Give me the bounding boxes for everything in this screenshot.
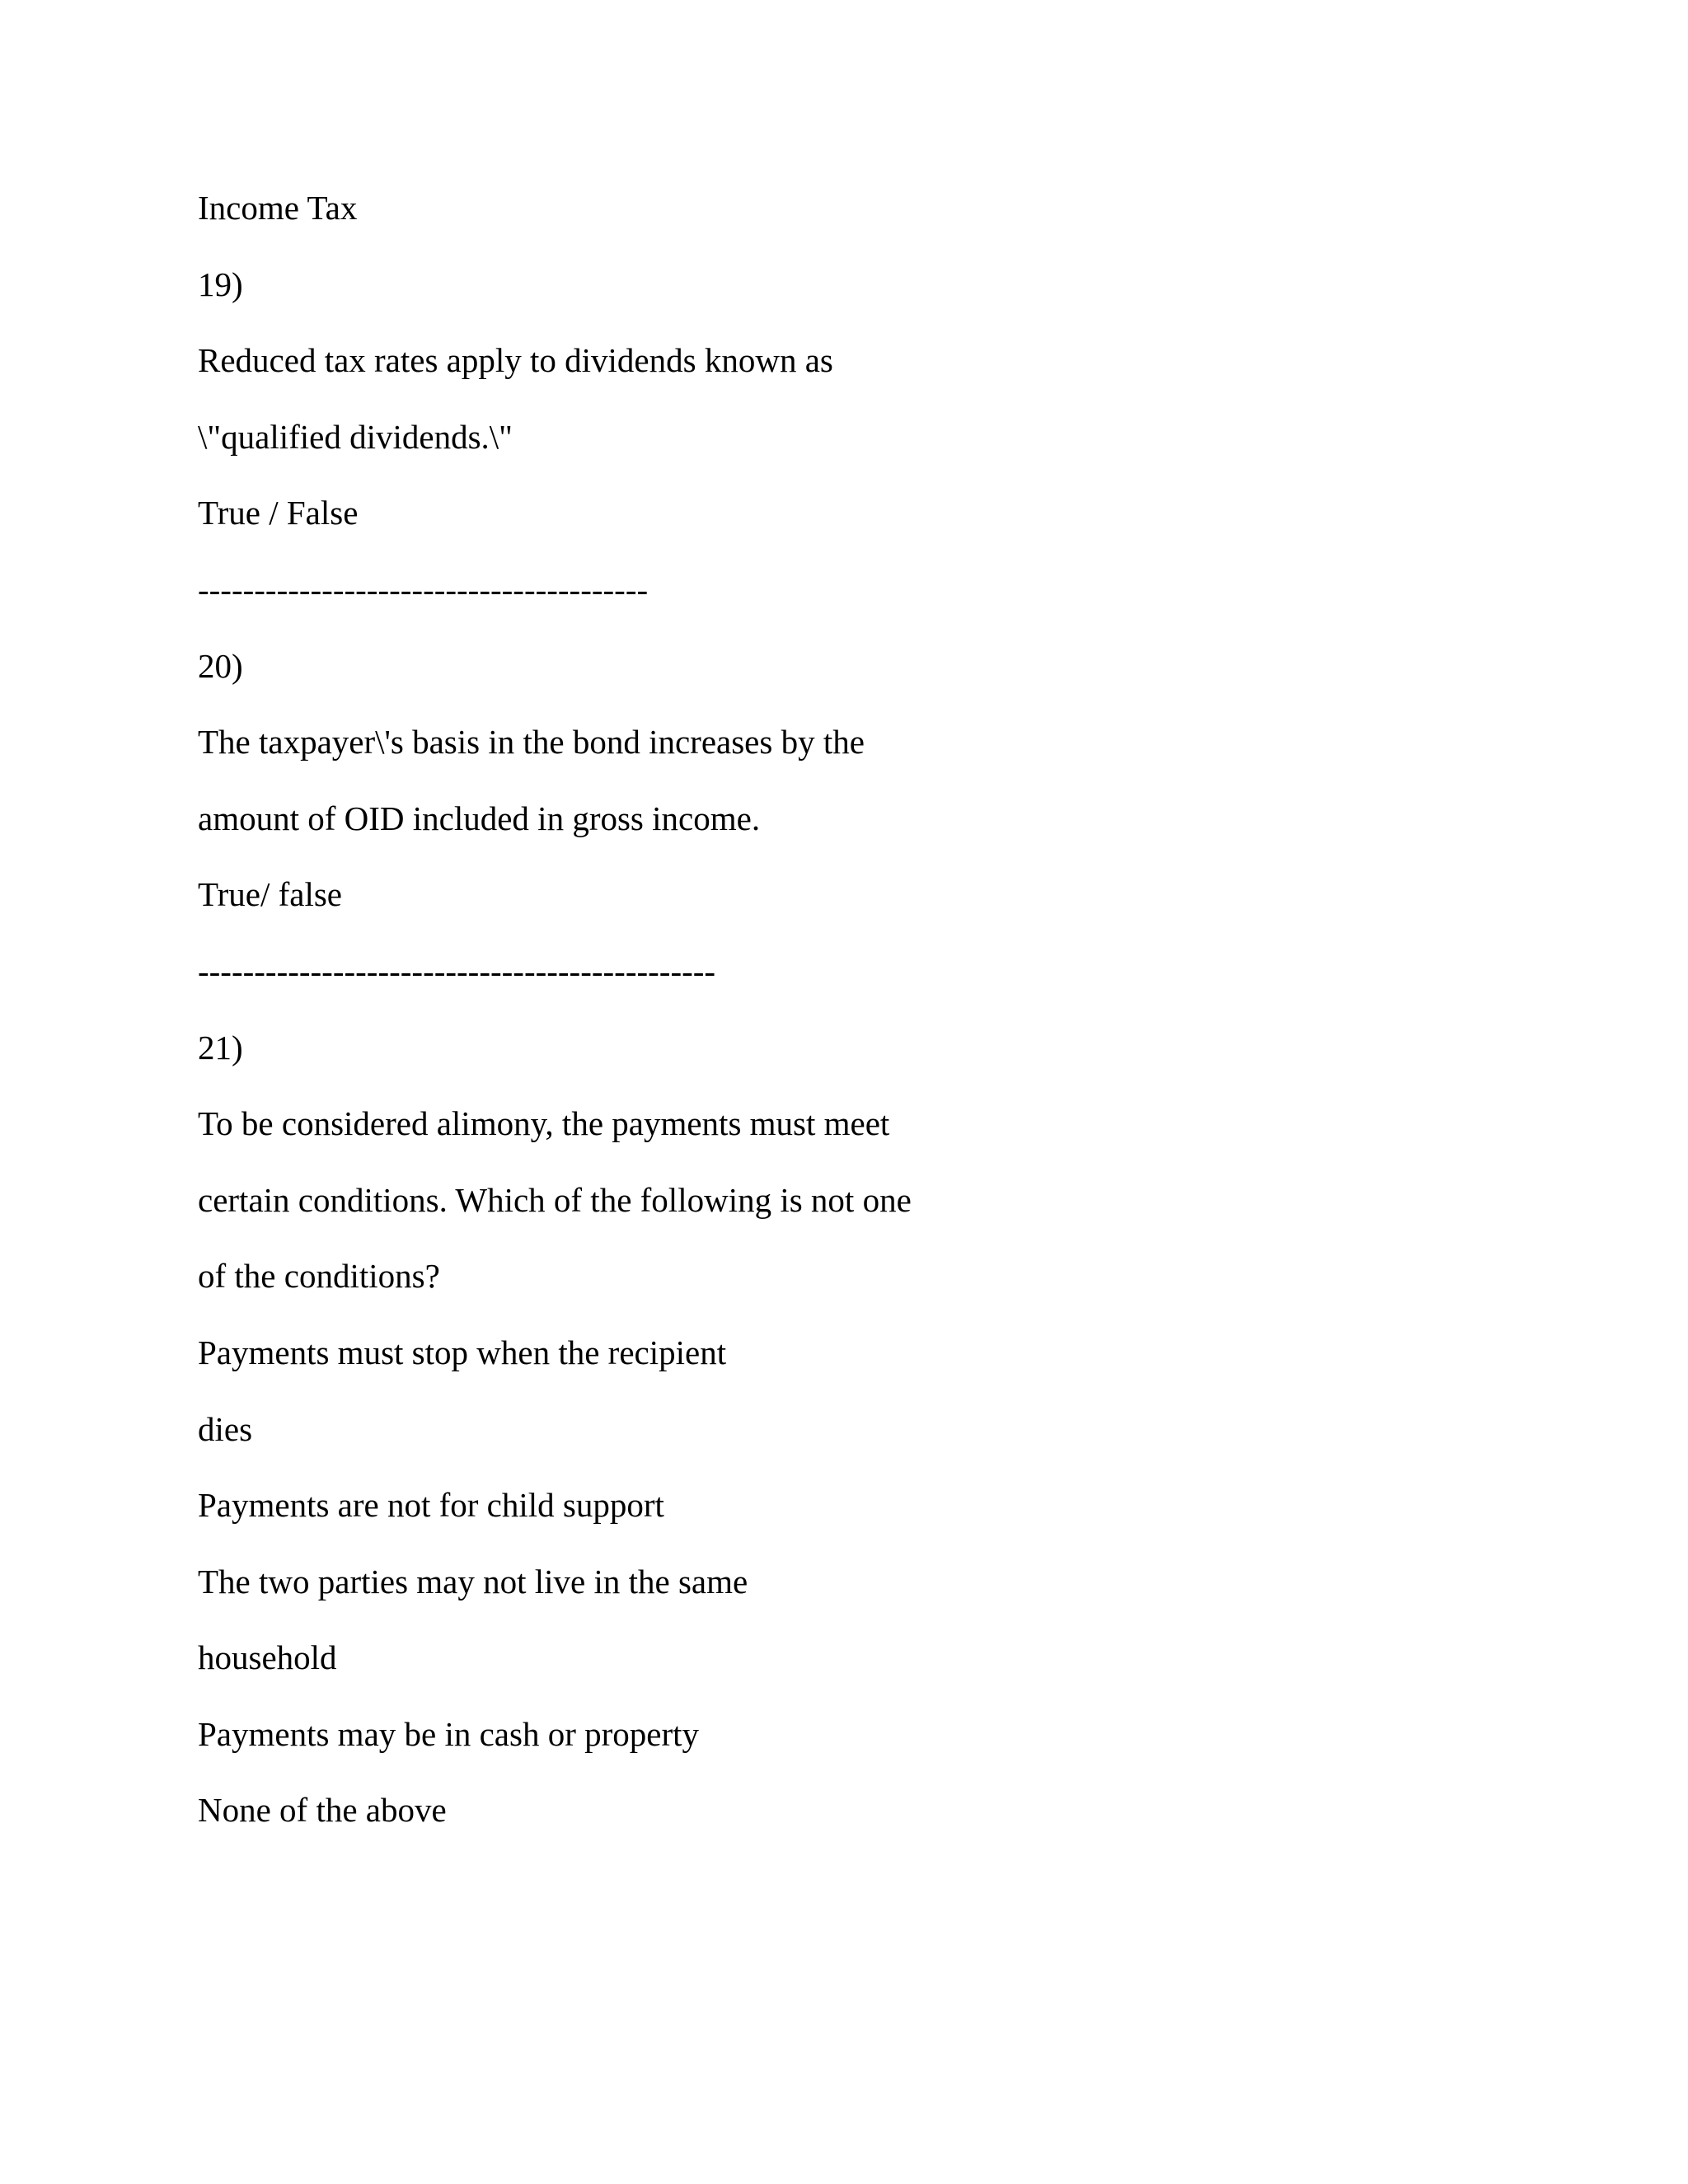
question-number: 19) [198,265,243,303]
question-number: 20) [198,646,243,685]
separator-line: ---------------------------------------- [198,569,649,608]
question-text: amount of OID included in gross income. [198,799,761,837]
question-text: of the conditions? [198,1257,440,1296]
question-text: The taxpayer\'s basis in the bond increases by the [198,723,865,762]
answer-option: True/ false [198,875,342,914]
answer-option: household [198,1638,337,1677]
question-text: certain conditions. Which of the following is not one [198,1180,912,1219]
answer-option: Payments are not for child support [198,1486,664,1525]
document-title: Income Tax [198,189,358,227]
separator-line: ---------------------------------------------- [198,951,716,990]
question-text: Reduced tax rates apply to dividends known as [198,341,833,380]
question-text: \"qualified dividends.\" [198,417,513,456]
answer-option: Payments must stop when the recipient [198,1333,727,1371]
answer-option: None of the above [198,1791,447,1830]
answer-option: Payments may be in cash or property [198,1714,700,1753]
document-content [198,191,1599,1870]
answer-option: dies [198,1409,253,1448]
answer-option: True / False [198,494,359,532]
question-text: To be considered alimony, the payments must meet [198,1104,890,1143]
question-number: 21) [198,1028,243,1066]
answer-option: The two parties may not live in the same [198,1562,748,1601]
